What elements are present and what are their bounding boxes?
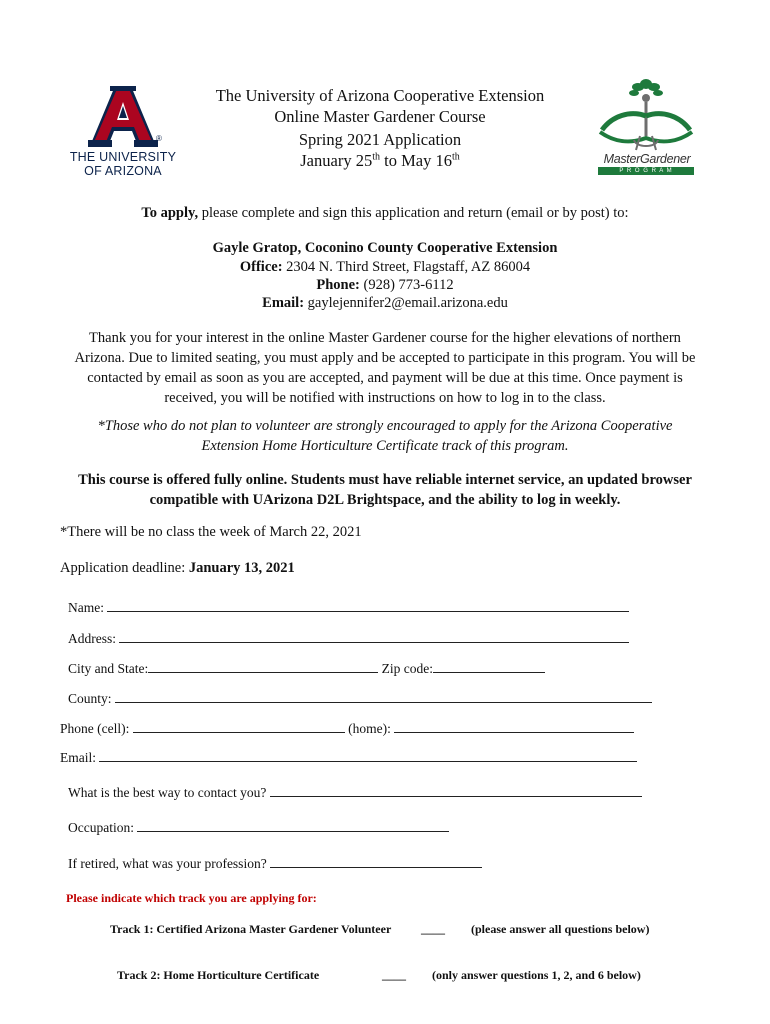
city-row [68, 659, 545, 677]
occupation-label: Occupation: [68, 820, 134, 835]
track-1-blank[interactable]: ____ [421, 922, 445, 936]
email-field-label: Email: [60, 750, 96, 765]
ua-logo-line2: OF ARIZONA [84, 164, 162, 178]
occupation-row [68, 818, 449, 836]
zip-label: Zip code: [381, 661, 433, 676]
date-end-suffix: th [451, 151, 460, 163]
intro-paragraph [0, 328, 770, 408]
header-line1: The University of Arizona Cooperative Extension [215, 86, 545, 105]
contact-phone [0, 275, 770, 295]
county-row [68, 689, 652, 707]
header-line3: Spring 2021 Application [298, 130, 462, 149]
volunteer-note [0, 416, 770, 456]
mg-logo-name: MasterGardener [603, 152, 691, 166]
email-value: gaylejennifer2@email.arizona.edu [304, 295, 508, 311]
contact-pref-row [68, 783, 642, 801]
intro-line: received, you will be notified with instructions on how to log in to the class. [164, 390, 606, 406]
track-2-note: (only answer questions 1, 2, and 6 below) [432, 968, 641, 982]
intro-line: Thank you for your interest in the online Master Gardener course for the higher elevations of northern [89, 330, 681, 346]
phone-home-label: (home): [348, 721, 391, 736]
date-start: January 25 [300, 151, 373, 170]
contact-pref-label: What is the best way to contact you? [68, 785, 267, 800]
address-label: Address: [68, 631, 116, 646]
email-field[interactable] [99, 748, 637, 762]
name-label: Name: [68, 600, 104, 615]
email-row [60, 748, 637, 766]
email-label: Email: [262, 295, 305, 311]
track-2-row [117, 968, 319, 983]
phone-row [60, 719, 634, 737]
county-label: County: [68, 691, 112, 706]
zip-field[interactable] [433, 659, 545, 673]
phone-label: Phone: [316, 277, 360, 293]
application-deadline [60, 558, 295, 578]
registered-mark: ® [156, 134, 162, 143]
track-prompt: Please indicate which track you are applying for: [66, 891, 317, 905]
apply-text: please complete and sign this application and return (email or by post) to: [198, 205, 629, 221]
phone-cell-field[interactable] [133, 719, 345, 733]
intro-line: contacted by email as soon as you are accepted, and payment will be due at this time. Once payment is [87, 370, 683, 386]
office-value: 2304 N. Third Street, Flagstaff, AZ 86004 [282, 259, 531, 275]
mg-logo-program-bar: P R O G R A M [598, 167, 694, 175]
date-end: to May 16 [379, 151, 452, 170]
retired-row [68, 854, 482, 872]
track-1-row [110, 922, 391, 937]
intro-line: Arizona. Due to limited seating, you must apply and be accepted to participate in this program. You will be [74, 350, 696, 366]
office-label: Office: [239, 259, 283, 275]
online-statement [0, 470, 770, 510]
apply-instructions [0, 203, 770, 223]
header-line2: Online Master Gardener Course [274, 107, 486, 126]
city-label: City and State: [68, 661, 149, 676]
contact-email [0, 293, 770, 313]
phone-home-field[interactable] [394, 719, 634, 733]
university-of-arizona-logo [68, 84, 178, 179]
note-line: *Those who do not plan to volunteer are strongly encouraged to apply for the Arizona Cooperative [97, 418, 673, 434]
phone-cell-label: Phone (cell): [60, 721, 130, 736]
contact-name: Gayle Gratop, Coconino County Cooperative Extension [212, 240, 558, 256]
contact-pref-field[interactable] [270, 783, 642, 797]
track-1-label: Track 1: Certified Arizona Master Gardener Volunteer [110, 922, 392, 936]
county-field[interactable] [115, 689, 652, 703]
date-start-suffix: th [372, 151, 380, 163]
phone-value: (928) 773-6112 [359, 277, 454, 293]
ua-logo-line1: THE UNIVERSITY [69, 150, 177, 164]
retired-label: If retired, what was your profession? [68, 856, 267, 871]
name-field[interactable] [107, 598, 629, 612]
contact-office [0, 257, 770, 277]
track-1-note: (please answer all questions below) [471, 922, 650, 936]
occupation-field[interactable] [137, 818, 449, 832]
header-dates [170, 150, 590, 172]
apply-label: To apply, [141, 205, 199, 221]
city-state-field[interactable] [148, 659, 378, 673]
gardener-figure-icon [590, 76, 702, 156]
deadline-label: Application deadline: [60, 560, 189, 576]
track-2-label: Track 2: Home Horticulture Certificate [117, 968, 320, 982]
address-field[interactable] [119, 629, 629, 643]
online-line: compatible with UArizona D2L Brightspace, and the ability to log in weekly. [149, 492, 621, 508]
deadline-date: January 13, 2021 [188, 560, 295, 576]
retired-field[interactable] [270, 854, 482, 868]
track-2-blank[interactable]: ____ [382, 968, 406, 982]
note-line: Extension Home Horticulture Certificate track of this program. [201, 438, 569, 454]
name-row [68, 598, 629, 616]
online-line: This course is offered fully online. Students must have reliable internet service, an updated browser [78, 472, 692, 488]
address-row [68, 629, 629, 647]
master-gardener-logo [590, 76, 702, 176]
no-class-note: *There will be no class the week of March 22, 2021 [60, 524, 362, 540]
